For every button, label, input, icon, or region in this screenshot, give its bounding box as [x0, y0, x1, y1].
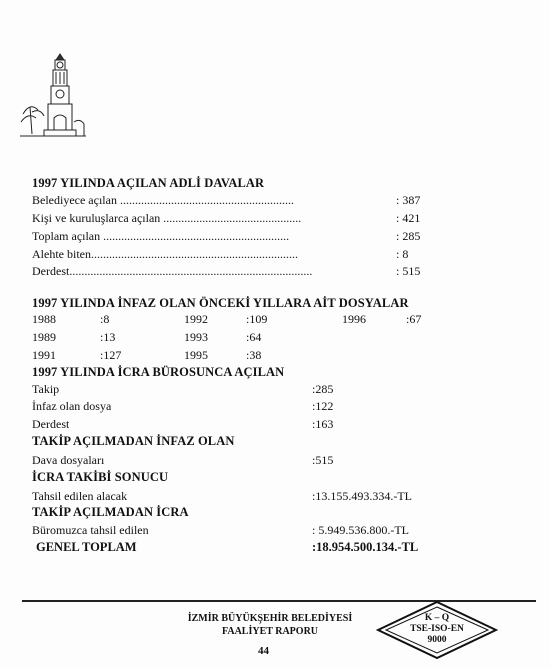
year-label: 1995	[184, 348, 208, 362]
year-label: 1992	[184, 312, 208, 326]
section-title-lawsuits: 1997 YILINDA AÇILAN ADLİ DAVALAR	[32, 176, 265, 190]
row-value: : 421	[396, 211, 421, 225]
year-label: 1996	[342, 312, 366, 326]
row-value: : 515	[396, 264, 421, 278]
year-value: :13	[100, 330, 116, 344]
row-label: Derdest	[32, 417, 70, 431]
section-title-enforced-files: 1997 YILINDA İNFAZ OLAN ÖNCEKİ YILLARA AİT DOSYALAR	[32, 296, 409, 310]
row-label: Alehte biten.....................................................................	[32, 247, 298, 261]
section-title-enforced-without-proceedings: TAKİP AÇILMADAN İNFAZ OLAN	[32, 434, 235, 448]
section-title-enforcement-office: 1997 YILINDA İCRA BÜROSUNCA AÇILAN	[32, 365, 285, 379]
list-item	[32, 381, 472, 398]
list-item	[32, 228, 452, 245]
year-label: 1993	[184, 330, 208, 344]
list-item	[32, 416, 472, 433]
list-item	[32, 246, 452, 263]
year-value: :127	[100, 348, 122, 362]
badge-line-iso: 9000	[427, 635, 447, 645]
grand-total-label: GENEL TOPLAM	[36, 540, 137, 554]
row-label: İnfaz olan dosya	[32, 399, 112, 413]
row-value: :122	[312, 399, 334, 413]
page-number: 44	[258, 645, 269, 657]
row-value: :285	[312, 382, 334, 396]
year-value: :8	[100, 312, 110, 326]
row-value: : 285	[396, 229, 421, 243]
list-item	[32, 488, 492, 505]
list-item	[32, 192, 452, 209]
row-label: Toplam açılan ..............................................................	[32, 229, 290, 243]
row-label: Derdest.................................................................................	[32, 264, 313, 278]
year-value: :64	[246, 330, 262, 344]
row-value: : 387	[396, 193, 421, 207]
year-label: 1988	[32, 312, 56, 326]
year-value: :67	[406, 312, 422, 326]
year-value: :109	[246, 312, 268, 326]
year-value-grid	[32, 312, 512, 364]
row-label: Dava dosyaları	[32, 453, 105, 467]
footer-org-name: İZMİR BÜYÜKŞEHİR BELEDİYESİ	[187, 613, 353, 624]
list-item	[32, 398, 472, 415]
section-title-enforcement-without-proceedings: TAKİP AÇILMADAN İCRA	[32, 505, 189, 519]
list-item	[32, 210, 452, 227]
grand-total-value: :18.954.500.134.-TL	[312, 540, 419, 554]
list-item	[32, 452, 472, 469]
year-label: 1991	[32, 348, 56, 362]
diamond-badge-icon	[376, 600, 498, 660]
badge-line-kq: K – Q	[424, 613, 450, 623]
badge-line-tse: TSE-ISO-EN	[410, 624, 464, 634]
badge-text	[376, 613, 498, 646]
row-label: Kişi ve kuruluşlarca açılan ..............................................	[32, 211, 302, 225]
row-value: : 8	[396, 247, 409, 261]
row-value: :515	[312, 453, 334, 467]
footer-report-name: FAALİYET RAPORU	[221, 626, 319, 637]
year-label: 1989	[32, 330, 56, 344]
list-item	[32, 263, 452, 280]
year-value: :38	[246, 348, 262, 362]
row-label: Belediyece açılan ..........................................................	[32, 193, 294, 207]
footer-org-block	[170, 612, 370, 638]
list-item	[32, 522, 492, 539]
row-value: :13.155.493.334.-TL	[312, 489, 412, 503]
row-value: : 5.949.536.800.-TL	[312, 523, 409, 537]
row-label: Tahsil edilen alacak	[32, 489, 128, 503]
row-value: :163	[312, 417, 334, 431]
row-label: Takip	[32, 382, 60, 396]
row-label: Büromuzca tahsil edilen	[32, 523, 149, 537]
clock-tower-icon	[18, 52, 88, 140]
section-title-enforcement-result: İCRA TAKİBİ SONUCU	[32, 470, 169, 484]
